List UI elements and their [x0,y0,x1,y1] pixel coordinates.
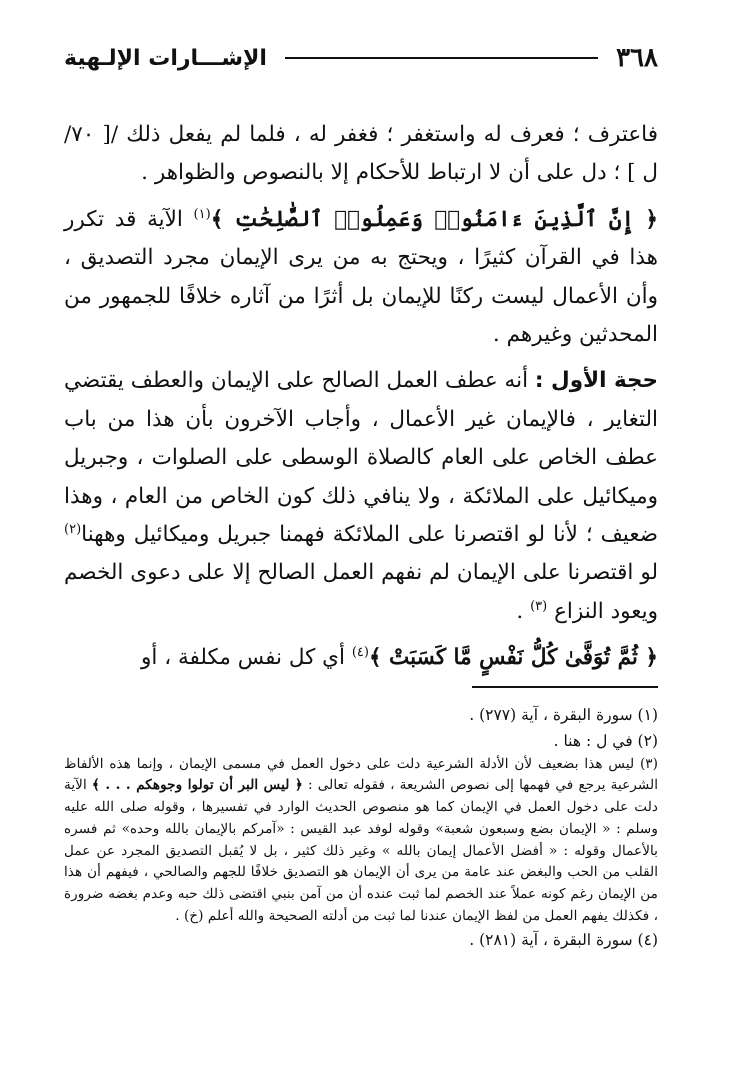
paragraph-4-text: أي كل نفس مكلفة ، أو [141,645,352,671]
page-number: ٣٦٨ [616,43,658,73]
page-header [64,38,658,78]
paragraph-3-lead: حجة الأول : [534,368,659,394]
footnote-ref-3: (٣) [530,598,548,614]
footnote-3-text-a: (٣) ليس هذا بضعيف لأن الأدلة الشرعية دلت على دخول العمل في مسمى الإيمان ، وإنما هذه الألفاظ الشرعية يرجع في فهمها إلى نصوص الشريعة ، فقوله تعالى : [64,755,659,794]
footnote-ref-2: (٢) [64,521,82,537]
paragraph-1-text: فاعترف ؛ فعرف له واستغفر ؛ فغفر له ، فلما لم يفعل ذلك /[ ٧٠/ ل ] ؛ دل على أن لا ارتباط للأحكام إلا بالنصوص والظواهر . [64,122,658,186]
paragraph-3-text-a: أنه عطف العمل الصالح على الإيمان والعطف يقتضي التغاير ، فالإيمان غير الأعمال ، وأجاب الآخرون بأن هذا من باب عطف الخاص على العام كالصلاة الوسطى على الصلوات ، وجبريل وميكائيل على الملائكة ، ولا ينافي ذلك كون الخاص من العام ، وهذا ضعيف ؛ لأنا لو اقتصرنا على الملائكة فهمنا جبريل وميكائيل وههنا [64,368,658,548]
paragraph-1 [64,116,658,193]
footnote-3-text-b: الآية دلت على دخول العمل في الإيمان كما هو منصوص الحديث الوارد في تفسيرها ، وقوله صلى الله عليه وسلم : « الإيمان بضع وسبعون شعبة» وقوله لوفد عبد القيس : «آمركم بالإيمان بالله وحده» ثم فسره بالأعمال وقوله : « أفضل الأعمال إيمان بالله » وغير ذلك كثير ، بل لا يُقبل التصديق المجرد عن عمل القلب من الحب والبغض عند عامة من يرى أن الإيمان هو التصديق خلافًا للجهم والصالحي ، فيفهم أن هذا من الإيمان رغم كونه عملاً عند الخصم لما ثبت عنده أن من آمن بنبي اقتضى ذلك حبه وعدم بغضه ضرورة ، فكذلك يفهم العمل من لفظ الإيمان عندنا لما ثبت من أدلته الصحيحة والله أعلم (خ) . [64,777,658,924]
footnote-4: (٤) سورة البقرة ، آية (٢٨١) . [469,931,658,950]
footnote-separator [472,686,658,688]
footnote-1: (١) سورة البقرة ، آية (٢٧٧) . [469,705,658,724]
paragraph-4 [64,639,658,677]
quran-verse-1: ﴿ إِنَّ ٱلَّذِينَ ءَامَنُوا۟ وَعَمِلُوا۟ ٱلصَّٰلِحَٰتِ ﴾ [210,206,658,232]
paragraph-3-end: . [516,598,531,624]
paragraph-3-text-b: لو اقتصرنا على الإيمان لم نفهم العمل الصالح إلا على دعوى الخصم ويعود النزاع [64,560,658,624]
paragraph-2 [64,201,658,355]
paragraph-3 [64,362,658,631]
footnote-3 [64,754,658,928]
header-rule [285,57,598,59]
paragraph-2-text: الآية قد تكرر هذا في القرآن كثيرًا ، ويحتج به من يرى الإيمان مجرد التصديق ، وأن الأعمال ليست ركنًا للإيمان بل أثرًا من آثاره خلافًا للجمهور من المحدثين وغيرهم . [64,206,658,348]
main-text [64,116,658,678]
running-title: الإشـــارات الإلـهية [64,45,267,71]
footnote-2: (٢) في ل : هنا . [553,731,658,750]
footnote-ref-4: (٤) [351,645,369,661]
quran-verse-2: ﴿ ثُمَّ تُوَفَّىٰ كُلُّ نَفْسٍ مَّا كَسَبَتْ ﴾ [368,645,658,671]
footnotes [64,702,658,954]
footnote-ref-1: (١) [193,206,211,222]
footnote-3-quran: ﴿ ليس البر أن تولوا وجوهكم . . . ﴾ [91,777,303,794]
